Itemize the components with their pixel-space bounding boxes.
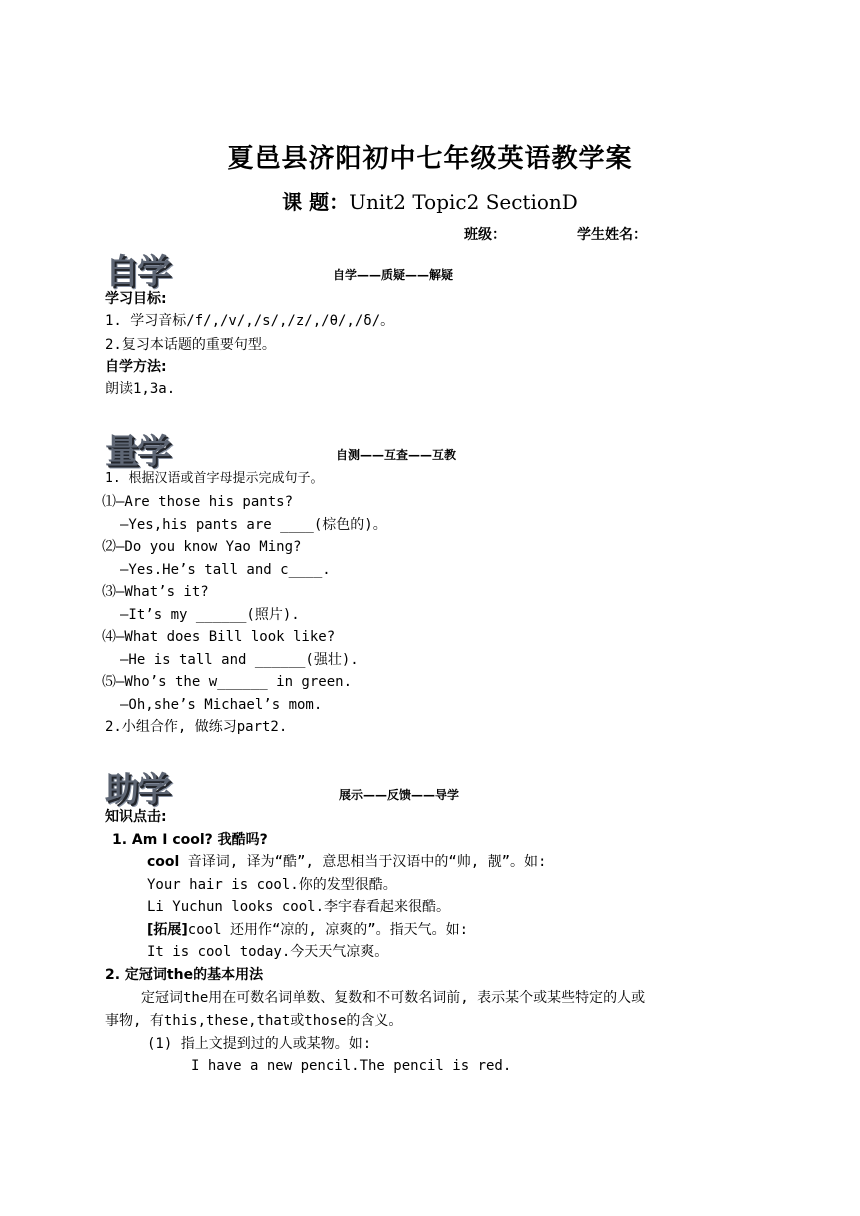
quiz-line: ⑶—What’s it?: [102, 584, 209, 600]
section-stamp-help: 助学: [105, 770, 169, 810]
knowledge-heading: 知识点击:: [105, 809, 167, 825]
method-heading: 自学方法:: [105, 359, 167, 375]
knowledge-point-1: 1. Am I cool? 我酷吗?: [112, 832, 268, 848]
cool-word: cool: [147, 854, 180, 870]
lesson-subject: [0, 186, 860, 215]
method-item-1: 朗读1,3a.: [105, 381, 176, 397]
student-name-label: 学生姓名：: [577, 227, 647, 243]
goal-heading: 学习目标:: [105, 291, 167, 307]
example-line: Your hair is cool.你的发型很酷。: [147, 877, 397, 893]
cool-explanation: [147, 851, 547, 873]
goal-item-2: 2.复习本话题的重要句型。: [105, 337, 276, 353]
quiz-line: ⑷—What does Bill look like?: [102, 629, 336, 645]
quiz-line: ⑸—Who’s the w______ in green.: [102, 674, 353, 690]
paragraph-line: 事物, 有this,these,that或those的含义。: [105, 1013, 403, 1029]
section-stamp-quiz: 量学: [105, 432, 169, 472]
cool-description: 音译词, 译为“酷”, 意思相当于汉语中的“帅, 靓”。如:: [179, 854, 547, 870]
quiz-task-2: 2.小组合作, 做练习part2.: [105, 719, 288, 735]
section-flow-quiz: 自测——互查——互教: [336, 448, 457, 462]
knowledge-point-2: 2. 定冠词the的基本用法: [105, 967, 264, 983]
quiz-line: —Yes,his pants are ____(棕色的)。: [120, 517, 387, 533]
quiz-line: —He is tall and ______(强壮).: [120, 652, 359, 668]
subject-label: 课 题：: [282, 190, 350, 214]
paragraph-line: 定冠词the用在可数名词单数、复数和不可数名词前, 表示某个或某些特定的人或: [141, 990, 646, 1006]
quiz-instruction: 1. 根据汉语或首字母提示完成句子。: [105, 471, 324, 486]
example-line: It is cool today.今天天气凉爽。: [147, 944, 389, 960]
section-stamp-self-study: 自学: [105, 252, 169, 292]
quiz-line: ⑴—Are those his pants?: [102, 494, 294, 510]
section-flow-self-study: 自学——质疑——解疑: [333, 268, 454, 282]
quiz-line: —Oh,she’s Michael’s mom.: [120, 697, 323, 713]
extension-text: cool 还用作“凉的, 凉爽的”。指天气。如:: [187, 922, 469, 938]
quiz-line: —Yes.He’s tall and c____.: [120, 562, 331, 578]
sub-point-1: (1) 指上文提到过的人或某物。如:: [147, 1036, 372, 1052]
example-line: Li Yuchun looks cool.李宇春看起来很酷。: [147, 899, 451, 915]
section-flow-help: 展示——反馈——导学: [339, 788, 460, 802]
page-title: 夏邑县济阳初中七年级英语教学案: [227, 144, 633, 174]
example-line: I have a new pencil.The pencil is red.: [191, 1058, 512, 1074]
extension-tag: [拓展]: [147, 922, 188, 938]
quiz-line: —It’s my ______(照片).: [120, 607, 300, 623]
goal-item-1: 1. 学习音标/f/,/v/,/s/,/z/,/θ/,/δ/。: [105, 313, 395, 329]
class-label: 班级：: [464, 227, 506, 243]
quiz-line: ⑵—Do you know Yao Ming?: [102, 539, 302, 555]
extension-line: [147, 919, 468, 941]
subject-value: Unit2 Topic2 SectionD: [349, 190, 578, 214]
